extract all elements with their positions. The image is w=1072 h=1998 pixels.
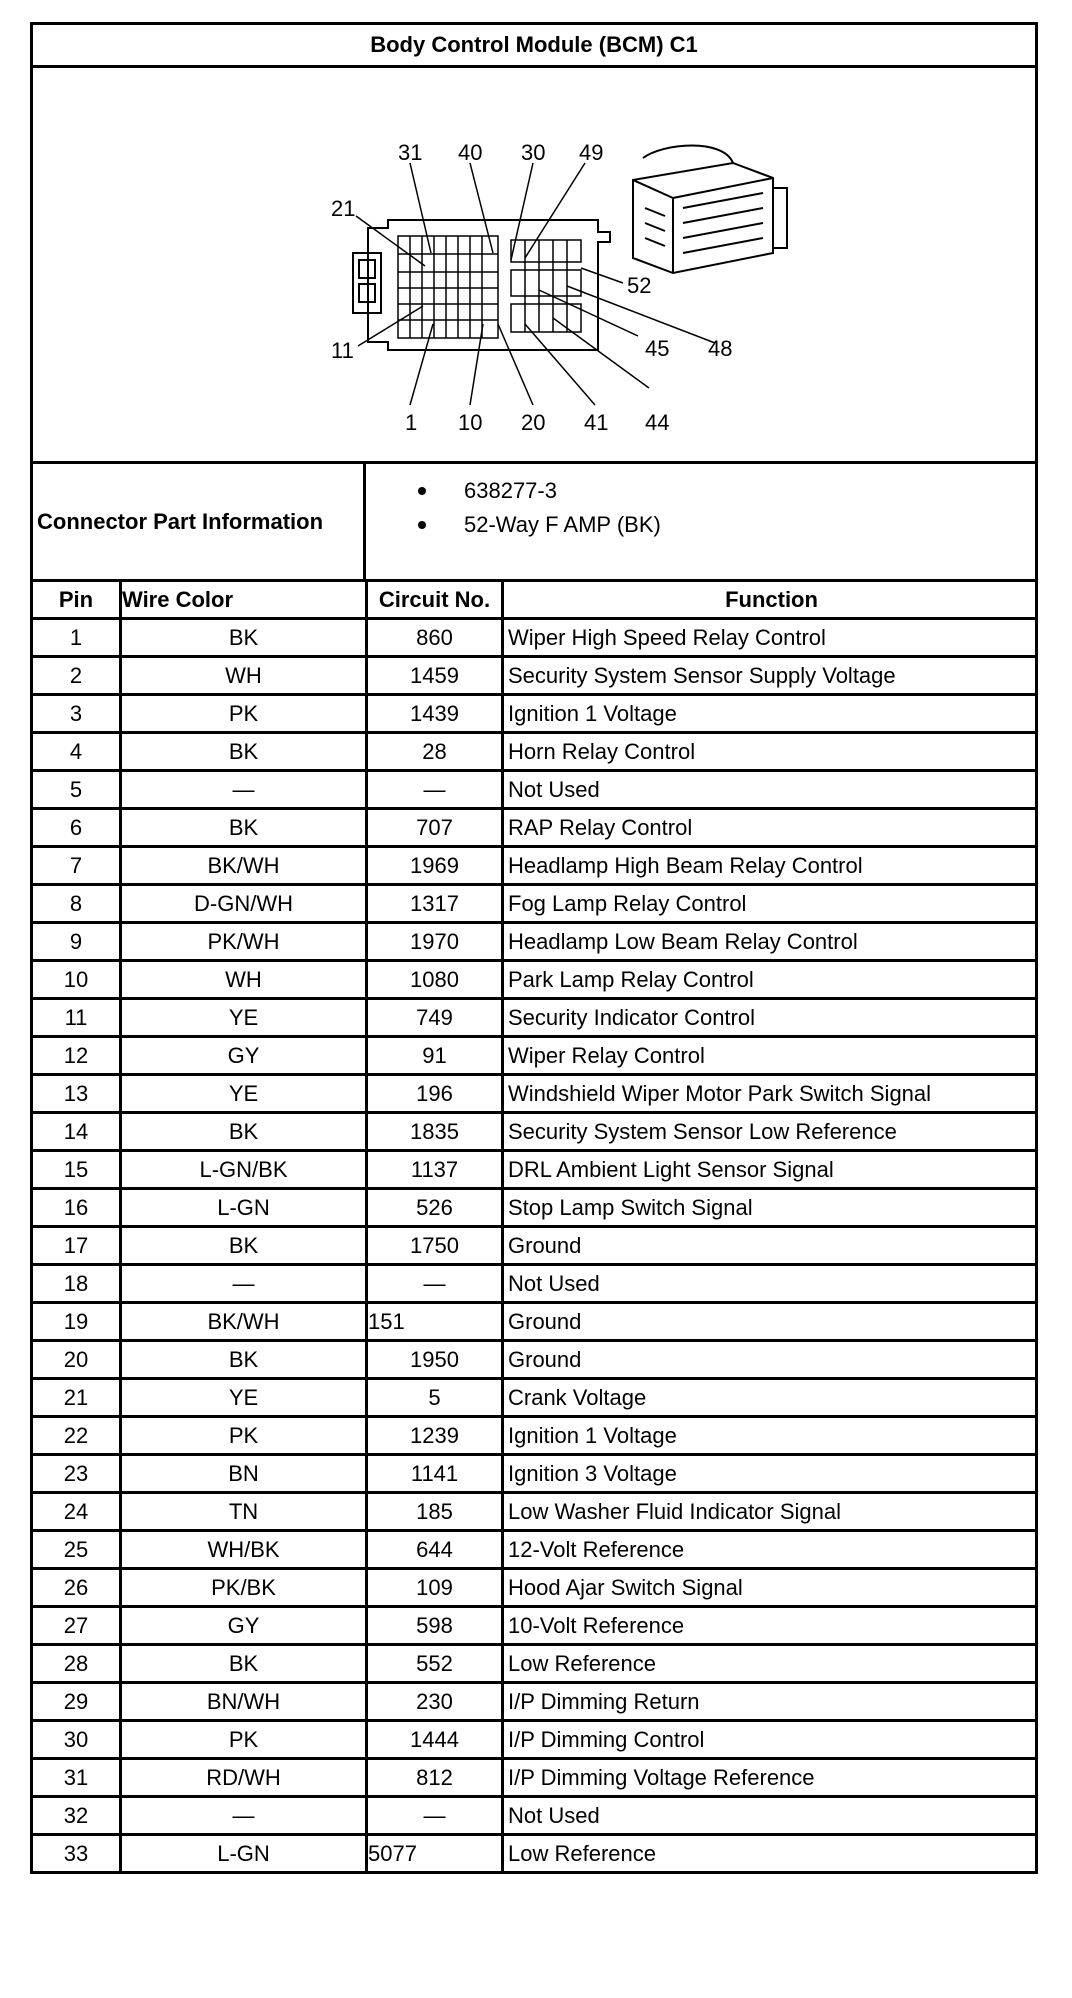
circuit-cell: 185 xyxy=(367,1493,503,1531)
table-row xyxy=(33,1379,1035,1417)
pin-cell: 6 xyxy=(33,809,121,847)
table-row xyxy=(33,1227,1035,1265)
wire-color-cell: BK xyxy=(121,1341,367,1379)
wire-color-cell: TN xyxy=(121,1493,367,1531)
table-row xyxy=(33,619,1035,657)
wire-color-cell: RD/WH xyxy=(121,1759,367,1797)
pin-cell: 3 xyxy=(33,695,121,733)
diagram-label: 44 xyxy=(645,410,670,435)
diagram-label: 48 xyxy=(708,336,733,361)
function-cell: I/P Dimming Voltage Reference xyxy=(503,1759,1036,1797)
diagram-label: 20 xyxy=(521,410,546,435)
table-row xyxy=(33,961,1035,999)
function-cell: Hood Ajar Switch Signal xyxy=(503,1569,1036,1607)
function-cell: DRL Ambient Light Sensor Signal xyxy=(503,1151,1036,1189)
table-row xyxy=(33,657,1035,695)
pin-cell: 29 xyxy=(33,1683,121,1721)
wire-color-cell: BN xyxy=(121,1455,367,1493)
function-cell: Not Used xyxy=(503,771,1036,809)
wire-color-cell: — xyxy=(121,771,367,809)
circuit-cell: 1239 xyxy=(367,1417,503,1455)
wire-color-cell: WH xyxy=(121,657,367,695)
table-row xyxy=(33,1721,1035,1759)
wire-color-cell: YE xyxy=(121,999,367,1037)
pin-cell: 9 xyxy=(33,923,121,961)
circuit-cell: 526 xyxy=(367,1189,503,1227)
circuit-cell: 552 xyxy=(367,1645,503,1683)
wire-color-cell: GY xyxy=(121,1607,367,1645)
connector-sheet xyxy=(30,22,1038,1874)
table-row xyxy=(33,1493,1035,1531)
wire-color-cell: BK xyxy=(121,1113,367,1151)
table-row xyxy=(33,923,1035,961)
diagram-label: 1 xyxy=(405,410,418,435)
circuit-cell: 1750 xyxy=(367,1227,503,1265)
table-row xyxy=(33,999,1035,1037)
function-cell: Low Reference xyxy=(503,1645,1036,1683)
circuit-cell: 1137 xyxy=(367,1151,503,1189)
diagram-label: 52 xyxy=(627,273,652,298)
pin-cell: 12 xyxy=(33,1037,121,1075)
function-cell: Ignition 3 Voltage xyxy=(503,1455,1036,1493)
connector-part-list xyxy=(366,464,661,579)
table-row xyxy=(33,1759,1035,1797)
circuit-cell: 1439 xyxy=(367,695,503,733)
function-cell: I/P Dimming Return xyxy=(503,1683,1036,1721)
pin-cell: 2 xyxy=(33,657,121,695)
wire-color-cell: PK xyxy=(121,1721,367,1759)
wire-color-cell: BK xyxy=(121,809,367,847)
pin-cell: 27 xyxy=(33,1607,121,1645)
diagram-label: 41 xyxy=(584,410,609,435)
table-row xyxy=(33,733,1035,771)
wire-color-cell: PK xyxy=(121,1417,367,1455)
function-cell: Security System Sensor Supply Voltage xyxy=(503,657,1036,695)
pin-cell: 5 xyxy=(33,771,121,809)
pin-cell: 7 xyxy=(33,847,121,885)
connector-drawing xyxy=(33,68,1035,461)
function-cell: 10-Volt Reference xyxy=(503,1607,1036,1645)
pin-cell: 30 xyxy=(33,1721,121,1759)
circuit-cell: 598 xyxy=(367,1607,503,1645)
wire-color-cell: PK/WH xyxy=(121,923,367,961)
table-row xyxy=(33,1683,1035,1721)
wire-color-cell: WH/BK xyxy=(121,1531,367,1569)
wire-color-cell: YE xyxy=(121,1379,367,1417)
circuit-cell: 1835 xyxy=(367,1113,503,1151)
cavity-grid-right xyxy=(511,240,581,332)
table-row xyxy=(33,1417,1035,1455)
part-number: 638277-3 xyxy=(416,474,661,508)
connector-type: 52-Way F AMP (BK) xyxy=(416,508,661,542)
pin-cell: 23 xyxy=(33,1455,121,1493)
function-cell: Windshield Wiper Motor Park Switch Signal xyxy=(503,1075,1036,1113)
connector-iso-view xyxy=(633,146,787,274)
table-row xyxy=(33,1645,1035,1683)
function-cell: Low Washer Fluid Indicator Signal xyxy=(503,1493,1036,1531)
table-row xyxy=(33,1569,1035,1607)
header-function: Function xyxy=(503,582,1036,619)
diagram-label: 11 xyxy=(331,338,354,363)
pin-cell: 16 xyxy=(33,1189,121,1227)
table-row xyxy=(33,1037,1035,1075)
page-title: Body Control Module (BCM) C1 xyxy=(33,25,1035,68)
table-row xyxy=(33,1455,1035,1493)
circuit-cell: 109 xyxy=(367,1569,503,1607)
pin-cell: 8 xyxy=(33,885,121,923)
circuit-cell: 1141 xyxy=(367,1455,503,1493)
wire-color-cell: PK/BK xyxy=(121,1569,367,1607)
table-row xyxy=(33,695,1035,733)
pin-cell: 24 xyxy=(33,1493,121,1531)
table-row xyxy=(33,1189,1035,1227)
wire-color-cell: BK xyxy=(121,1227,367,1265)
circuit-cell: — xyxy=(367,1265,503,1303)
wire-color-cell: — xyxy=(121,1797,367,1835)
pinout-table xyxy=(33,582,1035,1871)
function-cell: Security System Sensor Low Reference xyxy=(503,1113,1036,1151)
table-row xyxy=(33,847,1035,885)
diagram-label: 10 xyxy=(458,410,483,435)
wire-color-cell: L-GN/BK xyxy=(121,1151,367,1189)
wire-color-cell: BK xyxy=(121,619,367,657)
circuit-cell: 230 xyxy=(367,1683,503,1721)
table-row xyxy=(33,809,1035,847)
circuit-cell: 151 xyxy=(367,1303,503,1341)
diagram-label: 45 xyxy=(645,336,670,361)
wire-color-cell: PK xyxy=(121,695,367,733)
wire-color-cell: BK xyxy=(121,733,367,771)
pin-cell: 31 xyxy=(33,1759,121,1797)
function-cell: I/P Dimming Control xyxy=(503,1721,1036,1759)
diagram-label: 30 xyxy=(521,140,546,165)
connector-diagram xyxy=(33,68,1035,464)
function-cell: Headlamp Low Beam Relay Control xyxy=(503,923,1036,961)
pin-cell: 33 xyxy=(33,1835,121,1872)
wire-color-cell: BK/WH xyxy=(121,847,367,885)
diagram-label: 21 xyxy=(331,196,356,221)
circuit-cell: — xyxy=(367,771,503,809)
pin-cell: 15 xyxy=(33,1151,121,1189)
pinout-rows xyxy=(33,619,1035,1872)
wire-color-cell: WH xyxy=(121,961,367,999)
circuit-cell: — xyxy=(367,1797,503,1835)
function-cell: Park Lamp Relay Control xyxy=(503,961,1036,999)
pin-cell: 22 xyxy=(33,1417,121,1455)
function-cell: Not Used xyxy=(503,1797,1036,1835)
circuit-cell: 812 xyxy=(367,1759,503,1797)
cavity-grid-left xyxy=(398,236,498,338)
function-cell: Wiper High Speed Relay Control xyxy=(503,619,1036,657)
wire-color-cell: D-GN/WH xyxy=(121,885,367,923)
wire-color-cell: YE xyxy=(121,1075,367,1113)
pin-cell: 11 xyxy=(33,999,121,1037)
circuit-cell: 1970 xyxy=(367,923,503,961)
table-row xyxy=(33,1797,1035,1835)
pin-cell: 26 xyxy=(33,1569,121,1607)
wire-color-cell: BK xyxy=(121,1645,367,1683)
pin-cell: 4 xyxy=(33,733,121,771)
table-row xyxy=(33,1113,1035,1151)
table-row xyxy=(33,1265,1035,1303)
function-cell: Wiper Relay Control xyxy=(503,1037,1036,1075)
circuit-cell: 5 xyxy=(367,1379,503,1417)
circuit-cell: 1459 xyxy=(367,657,503,695)
header-pin: Pin xyxy=(33,582,121,619)
pin-cell: 21 xyxy=(33,1379,121,1417)
circuit-cell: 28 xyxy=(367,733,503,771)
pin-cell: 20 xyxy=(33,1341,121,1379)
circuit-cell: 644 xyxy=(367,1531,503,1569)
function-cell: Horn Relay Control xyxy=(503,733,1036,771)
function-cell: Stop Lamp Switch Signal xyxy=(503,1189,1036,1227)
circuit-cell: 1444 xyxy=(367,1721,503,1759)
table-row xyxy=(33,1075,1035,1113)
pin-cell: 14 xyxy=(33,1113,121,1151)
header-wire-color: Wire Color xyxy=(121,582,367,619)
diagram-label: 49 xyxy=(579,140,604,165)
diagram-label: 31 xyxy=(398,140,423,165)
table-row xyxy=(33,1151,1035,1189)
function-cell: Not Used xyxy=(503,1265,1036,1303)
function-cell: Fog Lamp Relay Control xyxy=(503,885,1036,923)
circuit-cell: 749 xyxy=(367,999,503,1037)
pin-cell: 17 xyxy=(33,1227,121,1265)
function-cell: Headlamp High Beam Relay Control xyxy=(503,847,1036,885)
table-header-row xyxy=(33,582,1035,619)
function-cell: Ground xyxy=(503,1341,1036,1379)
circuit-cell: 707 xyxy=(367,809,503,847)
circuit-cell: 1950 xyxy=(367,1341,503,1379)
wire-color-cell: BN/WH xyxy=(121,1683,367,1721)
pin-cell: 13 xyxy=(33,1075,121,1113)
function-cell: Ground xyxy=(503,1227,1036,1265)
wire-color-cell: — xyxy=(121,1265,367,1303)
pin-cell: 19 xyxy=(33,1303,121,1341)
table-row xyxy=(33,1341,1035,1379)
pin-cell: 18 xyxy=(33,1265,121,1303)
table-row xyxy=(33,1607,1035,1645)
function-cell: Ground xyxy=(503,1303,1036,1341)
circuit-cell: 860 xyxy=(367,619,503,657)
wire-color-cell: L-GN xyxy=(121,1189,367,1227)
wire-color-cell: BK/WH xyxy=(121,1303,367,1341)
circuit-cell: 196 xyxy=(367,1075,503,1113)
connector-part-label: Connector Part Information xyxy=(33,464,366,579)
pin-cell: 28 xyxy=(33,1645,121,1683)
function-cell: RAP Relay Control xyxy=(503,809,1036,847)
function-cell: Crank Voltage xyxy=(503,1379,1036,1417)
wire-color-cell: L-GN xyxy=(121,1835,367,1872)
header-circuit: Circuit No. xyxy=(367,582,503,619)
pin-cell: 10 xyxy=(33,961,121,999)
pin-cell: 1 xyxy=(33,619,121,657)
circuit-cell: 1969 xyxy=(367,847,503,885)
table-row xyxy=(33,1531,1035,1569)
function-cell: Security Indicator Control xyxy=(503,999,1036,1037)
circuit-cell: 1080 xyxy=(367,961,503,999)
table-row xyxy=(33,771,1035,809)
wire-color-cell: GY xyxy=(121,1037,367,1075)
function-cell: Low Reference xyxy=(503,1835,1036,1872)
circuit-cell: 1317 xyxy=(367,885,503,923)
connector-part-info xyxy=(33,464,1035,582)
pin-cell: 25 xyxy=(33,1531,121,1569)
table-row xyxy=(33,885,1035,923)
function-cell: Ignition 1 Voltage xyxy=(503,695,1036,733)
function-cell: 12-Volt Reference xyxy=(503,1531,1036,1569)
circuit-cell: 5077 xyxy=(367,1835,503,1872)
pin-cell: 32 xyxy=(33,1797,121,1835)
circuit-cell: 91 xyxy=(367,1037,503,1075)
diagram-label: 40 xyxy=(458,140,483,165)
table-row xyxy=(33,1303,1035,1341)
table-row xyxy=(33,1835,1035,1872)
function-cell: Ignition 1 Voltage xyxy=(503,1417,1036,1455)
